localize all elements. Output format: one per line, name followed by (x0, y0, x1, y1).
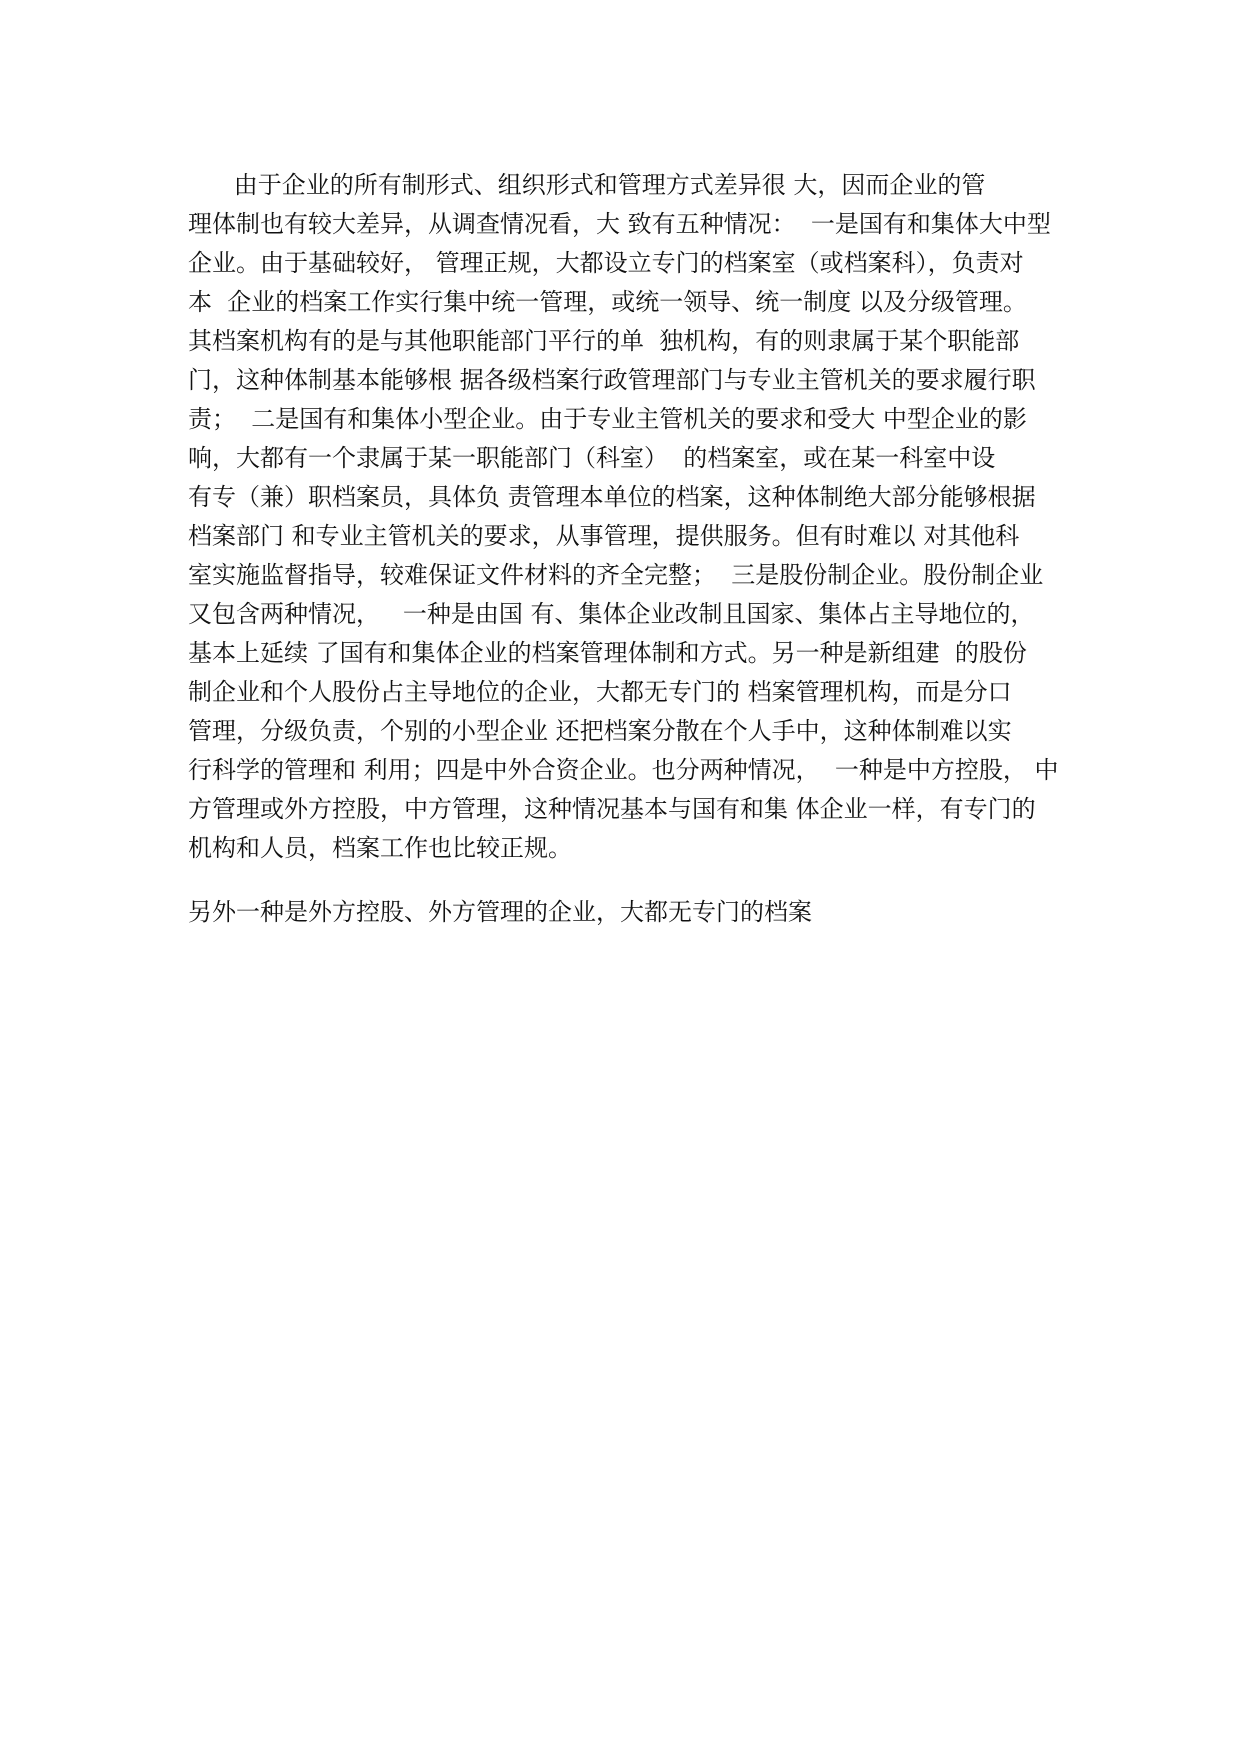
paragraph-line: 另外一种是外方控股、外方管理的企业，大都无专门的档案 (188, 898, 812, 926)
paragraph-line: 有专（兼）职档案员，具体负 责管理本单位的档案，这种体制绝大部分能够根据 (188, 483, 1036, 511)
paragraph-line: 又包含两种情况， 一种是由国 有、集体企业改制且国家、集体占主导地位的， (188, 600, 1035, 628)
paragraph-line: 理体制也有较大差异，从调查情况看，大 致有五种情况： 一是国有和集体大中型 (188, 210, 1051, 238)
paragraph-line: 制企业和个人股份占主导地位的企业，大都无专门的 档案管理机构，而是分口 (188, 678, 1012, 706)
paragraph-line: 门，这种体制基本能够根 据各级档案行政管理部门与专业主管机关的要求履行职 (188, 366, 1036, 394)
paragraph-line: 方管理或外方控股，中方管理，这种情况基本与国有和集 体企业一样，有专门的 (188, 795, 1036, 823)
paragraph-line: 档案部门 和专业主管机关的要求，从事管理，提供服务。但有时难以 对其他科 (188, 522, 1020, 550)
body-paragraph (188, 166, 1068, 868)
paragraph-line: 响，大都有一个隶属于某一职能部门（科室） 的档案室，或在某一科室中设 (188, 444, 996, 472)
paragraph-line: 责； 二是国有和集体小型企业。由于专业主管机关的要求和受大 中型企业的影 (188, 405, 1027, 433)
paragraph-line: 本 企业的档案工作实行集中统一管理，或统一领导、统一制度 以及分级管理。 (188, 288, 1027, 316)
paragraph-line: 机构和人员，档案工作也比较正规。 (188, 834, 572, 862)
paragraph-line: 基本上延续 了国有和集体企业的档案管理体制和方式。另一种是新组建 的股份 (188, 639, 1027, 667)
paragraph-line: 行科学的管理和 利用；四是中外合资企业。也分两种情况， 一种是中方控股， 中 (188, 756, 1059, 784)
paragraph-line: 其档案机构有的是与其他职能部门平行的单 独机构，有的则隶属于某个职能部 (188, 327, 1020, 355)
paragraph-line: 室实施监督指导，较难保证文件材料的齐全完整； 三是股份制企业。股份制企业 (188, 561, 1044, 589)
paragraph-line: 企业。由于基础较好， 管理正规，大都设立专门的档案室（或档案科），负责对 (188, 249, 1024, 277)
paragraph-line: 管理，分级负责，个别的小型企业 还把档案分散在个人手中，这种体制难以实 (188, 717, 1012, 745)
paragraph-line: 由于企业的所有制形式、组织形式和管理方式差异很 大，因而企业的管 (188, 171, 986, 199)
trailing-paragraph (188, 893, 1068, 932)
